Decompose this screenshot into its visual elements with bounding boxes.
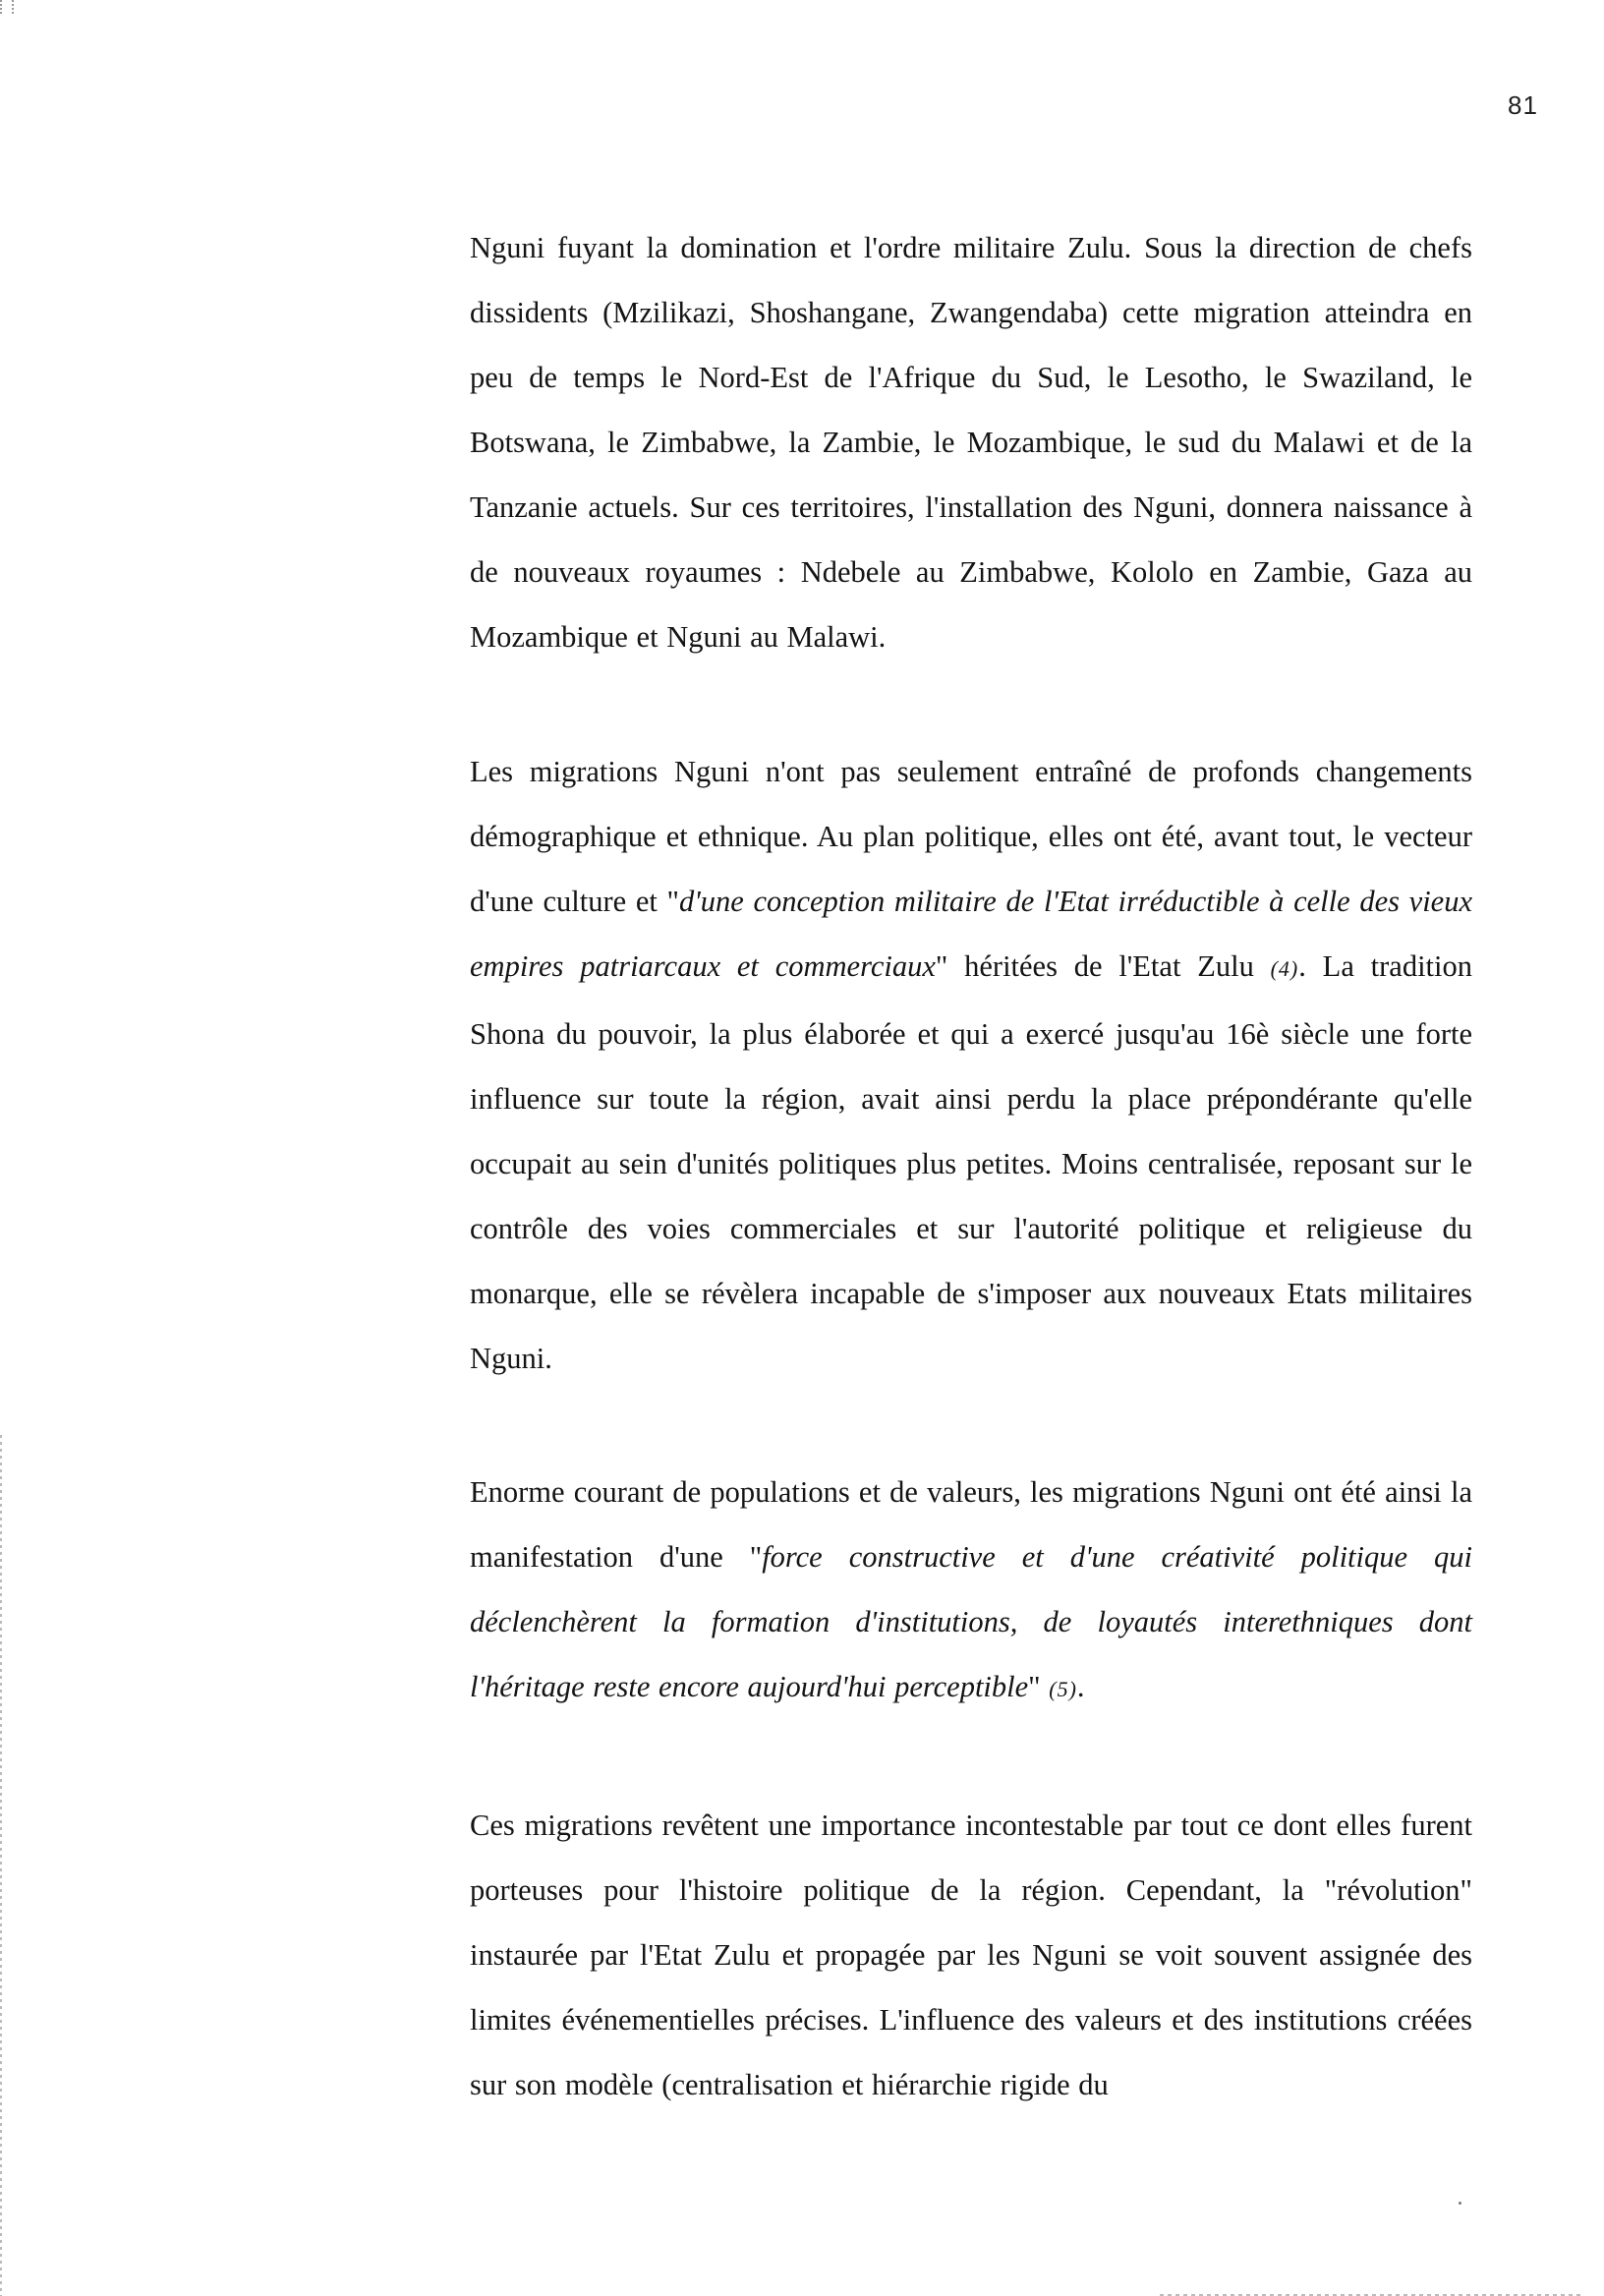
scan-edge-mark-top [0,0,14,14]
page-number: 81 [1508,90,1538,120]
paragraph-3 [470,1460,1472,1722]
paragraph-4 [470,1793,1472,2117]
paragraph-1-segment-1: Nguni fuyant la domination et l'ordre militaire Zulu. Sous la direction de chefs dissidents (Mzilikazi, Shoshangane, Zwangendaba) cette migration atteindra en peu de temps le Nord-Est de l'Afrique du Sud, le Lesotho, le Swaziland, le Botswana, le Zimbabwe, la Zambie, le Mozambique, le sud du Malawi et de la Tanzanie actuels. Sur ces territoires, l'installation des Nguni, donnera naissance à de nouveaux royaumes : Ndebele au Zimbabwe, Kololo en Zambie, Gaza au Mozambique et Nguni au Malawi. [470,231,1472,654]
paragraph-2-quote: d'une conception militaire de l'Etat irréductible à celle des vieux empires patriarcaux et commerciaux [470,885,1472,983]
scan-edge-mark-left [0,1435,2,2296]
paragraph-1-text [470,215,1472,669]
paragraph-3-quote: force constructive et d'une créativité politique qui déclenchèrent la formation d'institutions, de loyautés interethniques dont l'héritage reste encore aujourd'hui perceptible [470,1540,1472,1703]
paragraph-3-segment-5: . [1076,1670,1085,1703]
paragraph-1 [470,215,1472,669]
paragraph-3-segment-3: " [1028,1670,1050,1703]
paragraph-4-text [470,1793,1472,2117]
paragraph-3-segment-1: Enorme courant de populations et de valeurs, les migrations Nguni ont été ainsi la manifestation d'une " [470,1475,1472,1574]
scan-speck [1459,2202,1461,2205]
paragraph-2-segment-5: . La tradition Shona du pouvoir, la plus élaborée et qui a exercé jusqu'au 16è siècle une forte influence sur toute la région, avait ainsi perdu la place prépondérante qu'elle occupait au sein d'unités politiques plus petites. Moins centralisée, reposant sur le contrôle des voies commerciales et sur l'autorité politique et religieuse du monarque, elle se révèlera incapable de s'imposer aux nouveaux Etats militaires Nguni. [470,949,1472,1375]
paragraph-2-segment-1: Les migrations Nguni n'ont pas seulement entraîné de profonds changements démographique et ethnique. Au plan politique, elles ont été, avant tout, le vecteur d'une culture et " [470,755,1472,918]
footnote-ref-5: (5) [1049,1677,1077,1701]
paragraph-3-text [470,1460,1472,1722]
paragraph-2 [470,739,1472,1391]
paragraph-2-segment-3: " héritées de l'Etat Zulu [935,949,1271,983]
paragraph-4-segment-1: Ces migrations revêtent une importance incontestable par tout ce dont elles furent porteuses pour l'histoire politique de la région. Cependant, la "révolution" instaurée par l'Etat Zulu et propagée par les Nguni se voit souvent assignée des limites événementielles précises. L'influence des valeurs et des institutions créées sur son modèle (centralisation et hiérarchie rigide du [470,1808,1472,2101]
footnote-ref-4: (4) [1270,956,1299,981]
paragraph-2-text [470,739,1472,1391]
